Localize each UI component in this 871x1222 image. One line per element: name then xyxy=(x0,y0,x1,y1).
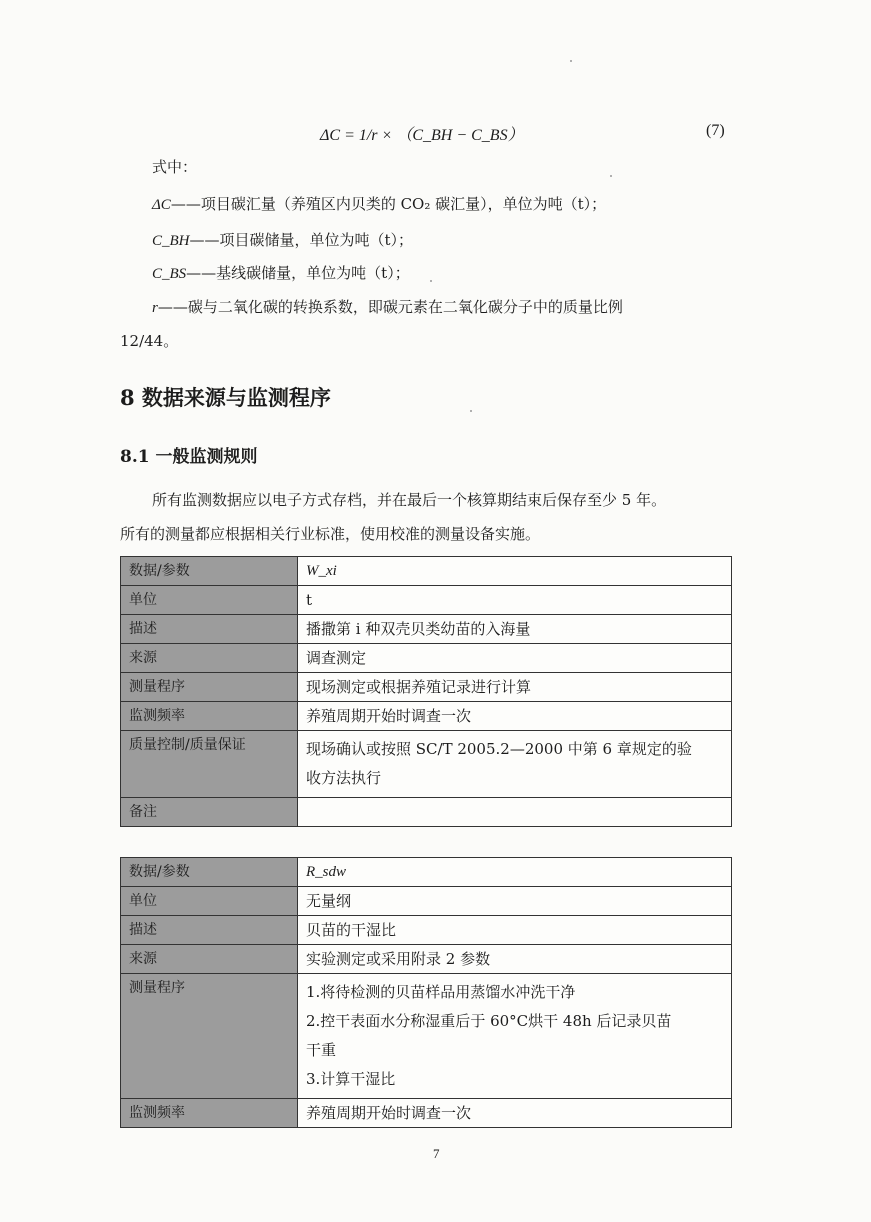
definition-continuation: 12/44。 xyxy=(120,332,179,350)
equation-number: (7) xyxy=(706,122,725,139)
value-line: 收方法执行 xyxy=(306,769,382,787)
table-row xyxy=(121,798,732,827)
row-key: 数据/参数 xyxy=(121,858,298,887)
scan-speck xyxy=(430,280,432,282)
row-value: 现场测定或根据养殖记录进行计算 xyxy=(298,673,732,702)
row-key: 监测频率 xyxy=(121,1099,298,1128)
row-value xyxy=(298,731,732,798)
table-row xyxy=(121,974,732,1099)
row-key: 来源 xyxy=(121,945,298,974)
scan-speck xyxy=(610,175,612,177)
table-row xyxy=(121,1099,732,1128)
definition-symbol: C_BS xyxy=(152,266,187,282)
row-value: 贝苗的干湿比 xyxy=(298,916,732,945)
definition-text: ——基线碳储量，单位为吨（t）； xyxy=(186,264,410,282)
row-value: 实验测定或采用附录 2 参数 xyxy=(298,945,732,974)
table-row xyxy=(121,673,732,702)
row-key: 数据/参数 xyxy=(121,557,298,586)
parameter-table-rsdw xyxy=(120,857,732,1128)
section-heading: 8 数据来源与监测程序 xyxy=(120,385,331,410)
formula xyxy=(320,122,524,145)
table-row xyxy=(121,858,732,887)
scan-speck xyxy=(470,410,472,412)
parameter-table-wxi xyxy=(120,556,732,827)
table-row xyxy=(121,557,732,586)
table-row xyxy=(121,615,732,644)
table-row xyxy=(121,586,732,615)
row-value: t xyxy=(298,586,732,615)
table-row xyxy=(121,731,732,798)
paragraph-line: 所有的测量都应根据相关行业标准，使用校准的测量设备实施。 xyxy=(120,525,541,543)
row-value: 播撒第 i 种双壳贝类幼苗的入海量 xyxy=(298,615,732,644)
table-row xyxy=(121,702,732,731)
definition-r xyxy=(152,296,623,317)
row-value: R_sdw xyxy=(298,858,732,887)
definition-symbol: ΔC xyxy=(152,197,171,213)
row-key: 单位 xyxy=(121,586,298,615)
page-number: 7 xyxy=(433,1146,440,1161)
subsection-heading: 8.1 一般监测规则 xyxy=(120,447,258,467)
row-key: 描述 xyxy=(121,916,298,945)
row-key: 描述 xyxy=(121,615,298,644)
table-row xyxy=(121,916,732,945)
row-value: 调查测定 xyxy=(298,644,732,673)
row-key: 测量程序 xyxy=(121,974,298,1099)
row-key: 监测频率 xyxy=(121,702,298,731)
definition-text: ——碳与二氧化碳的转换系数，即碳元素在二氧化碳分子中的质量比例 xyxy=(157,298,623,316)
value-line: 1.将待检测的贝苗样品用蒸馏水冲洗干净 xyxy=(306,983,576,1001)
table-row xyxy=(121,644,732,673)
value-line: 3.计算干湿比 xyxy=(306,1070,396,1088)
definition-symbol: C_BH xyxy=(152,233,190,249)
row-value: 养殖周期开始时调查一次 xyxy=(298,702,732,731)
row-value: 养殖周期开始时调查一次 xyxy=(298,1099,732,1128)
value-line: 2.控干表面水分称湿重后于 60°C烘干 48h 后记录贝苗 xyxy=(306,1012,672,1030)
formula-expression: ΔC = 1/r × （C_BH − C_BS） xyxy=(320,127,524,144)
scan-speck xyxy=(570,60,572,62)
row-key: 来源 xyxy=(121,644,298,673)
definition-c-bh xyxy=(152,229,413,250)
definition-delta-c xyxy=(152,193,606,214)
definition-text: ——项目碳储量，单位为吨（t）； xyxy=(189,231,414,249)
row-key: 测量程序 xyxy=(121,673,298,702)
row-value: 无量纲 xyxy=(298,887,732,916)
definition-c-bs xyxy=(152,262,410,283)
table-row xyxy=(121,945,732,974)
where-label: 式中： xyxy=(152,158,198,176)
definition-text: ——项目碳汇量（养殖区内贝类的 CO₂ 碳汇量），单位为吨（t）； xyxy=(170,195,607,213)
table-row xyxy=(121,887,732,916)
value-line: 现场确认或按照 SC/T 2005.2—2000 中第 6 章规定的验 xyxy=(306,740,692,758)
row-value xyxy=(298,974,732,1099)
row-key: 质量控制/质量保证 xyxy=(121,731,298,798)
row-value xyxy=(298,798,732,827)
row-key: 备注 xyxy=(121,798,298,827)
paragraph-line: 所有监测数据应以电子方式存档，并在最后一个核算期结束后保存至少 5 年。 xyxy=(152,491,667,509)
row-value: W_xi xyxy=(298,557,732,586)
definition-symbol: r xyxy=(152,300,158,316)
value-line: 干重 xyxy=(306,1041,337,1059)
row-key: 单位 xyxy=(121,887,298,916)
